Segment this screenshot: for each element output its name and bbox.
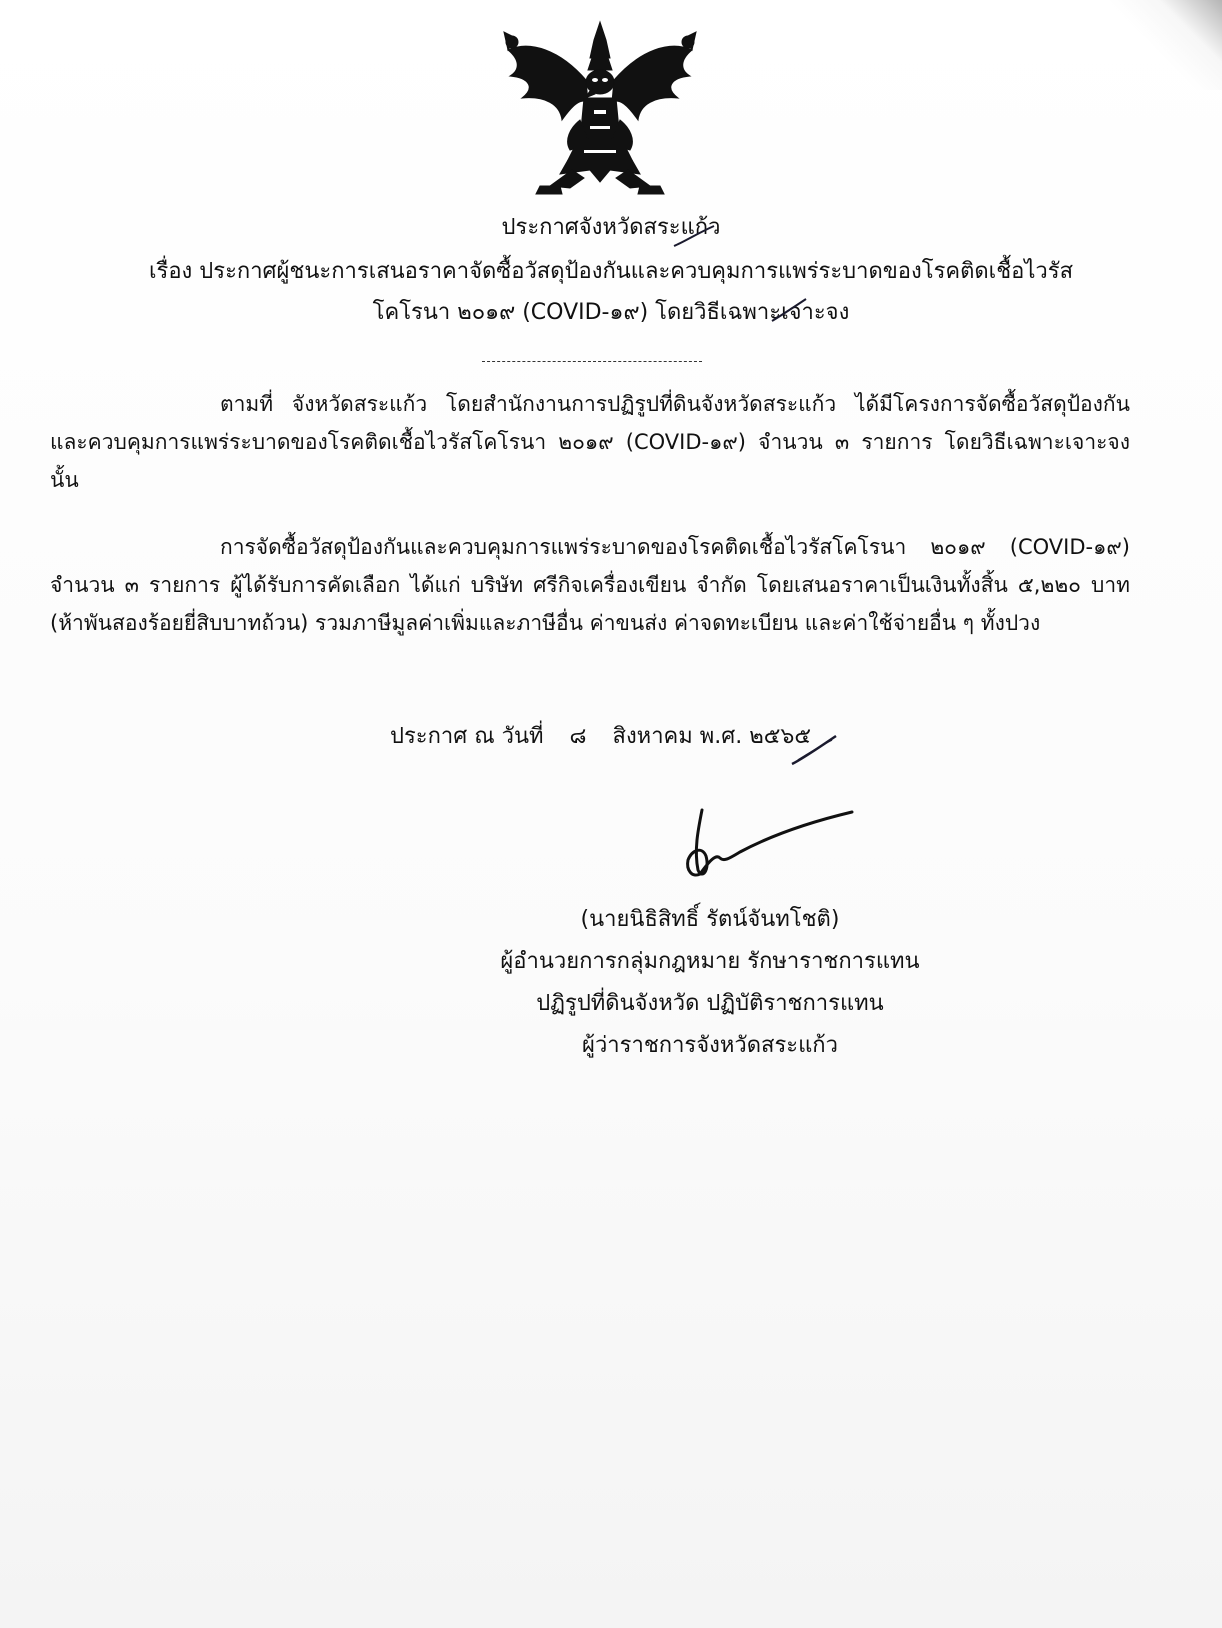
subject-line-2: โคโรนา ๒๐๑๙ (COVID-๑๙) โดยวิธีเฉพาะเจาะจง [372,300,850,325]
page-corner-shadow [1102,0,1222,90]
initial-mark [790,730,840,770]
initial-mark [770,295,810,325]
initial-mark [670,222,720,252]
header-divider [482,361,702,362]
date-month: สิงหาคม [612,724,693,749]
paragraph-2-text: การจัดซื้อวัสดุป้องกันและควบคุมการแพร่ระบาดของโรคติดเชื้อไวรัสโคโรนา ๒๐๑๙ (COVID-๑๙) จำนวน ๓ รายการ ผู้ได้รับการคัดเลือก ได้แก่ บริษัท ศรีกิจเครื่องเขียน จำกัด โดยเสนอราคาเป็นเงินทั้งสิ้น ๕,๒๒๐ บาท (ห้าพันสองร้อยยี่สิบบาทถ้วน) รวมภาษีมูลค่าเพิ่มและภาษีอื่น ค่าขนส่ง ค่าจดทะเบียน และค่าใช้จ่ายอื่น ๆ ทั้งปวง [50,535,1130,635]
signatory-position-2: ปฏิรูปที่ดินจังหวัด ปฏิบัติราชการแทน [536,991,884,1016]
announcement-date [390,722,811,752]
signatory-position-3: ผู้ว่าราชการจังหวัดสระแก้ว [582,1033,838,1058]
handwritten-signature [680,800,860,890]
paragraph-2 [50,528,1130,642]
paragraph-1-text: ตามที่ จังหวัดสระแก้ว โดยสำนักงานการปฏิรูปที่ดินจังหวัดสระแก้ว ได้มีโครงการจัดซื้อวัสดุป้องกันและควบคุมการแพร่ระบาดของโรคติดเชื้อไวรัสโคโรนา ๒๐๑๙ (COVID-๑๙) จำนวน ๓ รายการ โดยวิธีเฉพาะเจาะจง นั้น [50,392,1130,492]
paragraph-1 [50,385,1130,499]
signatory-position-1: ผู้อำนวยการกลุ่มกฎหมาย รักษาราชการแทน [500,949,920,974]
date-prefix: ประกาศ ณ วันที่ [390,724,544,749]
date-era: พ.ศ. [699,724,743,749]
subject-line-1: เรื่อง ประกาศผู้ชนะการเสนอราคาจัดซื้อวัสดุป้องกันและควบคุมการแพร่ระบาดของโรคติดเชื้อไวรัส [149,259,1073,284]
garuda-emblem-icon [500,10,700,200]
date-day: ๘ [569,724,587,749]
date-year: ๒๕๖๕ [749,724,811,749]
signatory-name: (นายนิธิสิทธิ์ รัตน์จันทโชติ) [580,907,840,932]
announcement-title: ประกาศจังหวัดสระแก้ว [501,215,721,240]
